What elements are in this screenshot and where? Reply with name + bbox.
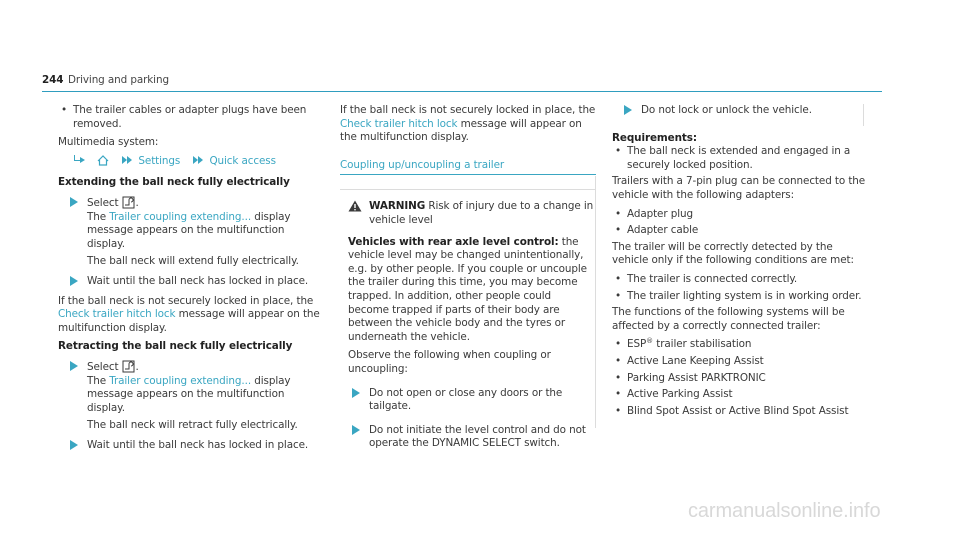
step-item: Wait until the ball neck has locked in place. <box>58 439 320 453</box>
observe-text: Observe the following when coupling or uncoupling: <box>348 349 551 375</box>
message-check-hitch: Check trailer hitch lock <box>58 308 176 321</box>
path-quick-access: Quick access <box>209 154 276 167</box>
step-arrow-icon <box>70 276 78 287</box>
retracting-heading: Retracting the ball neck fully electrically <box>58 340 293 353</box>
page-number: 244 <box>42 74 64 86</box>
step-box-border <box>612 104 864 126</box>
info-paragraph: Trailers with a 7-pin plug can be connected to the vehicle with the following adapters: <box>612 175 866 201</box>
menu-path <box>58 155 320 169</box>
list-item: • Active Lane Keeping Assist <box>612 355 872 369</box>
list-item: • The trailer is connected correctly. <box>612 273 872 287</box>
message-check-hitch: Check trailer hitch lock <box>340 117 458 130</box>
watermark: carmanualsonline.info <box>688 500 881 522</box>
list-item: • Parking Assist PARKTRONIC <box>612 372 872 386</box>
trailer-coupling-icon <box>122 360 135 373</box>
info-paragraph: The functions of the following systems will be affected by a correctly connected trailer: <box>612 306 845 332</box>
info-paragraph: If the ball neck is not securely locked in place, the Check trailer hitch lock message will appear on the multifunction display. <box>340 104 596 144</box>
step-arrow-icon <box>70 197 78 208</box>
page-header <box>42 72 882 92</box>
warning-text: Risk of injury due to a change in vehicle level <box>369 200 594 226</box>
info-paragraph: The trailer will be correctly detected by the vehicle only if the following conditions are met: <box>612 240 854 267</box>
step-item: Select . The Trailer coupling extending... display message appears on the multifunction display. The ball neck will retract fully electrically. <box>58 360 320 433</box>
step-item: Do not lock or unlock the vehicle. <box>612 104 872 118</box>
list-item: • Active Parking Assist <box>612 388 872 402</box>
warning-label: WARNING <box>369 200 426 213</box>
step-item: Do not open or close any doors or the tailgate. <box>340 387 596 414</box>
list-item: • The trailer lighting system is in working order. <box>612 290 872 304</box>
trailer-coupling-icon <box>122 196 135 209</box>
double-chevron-icon <box>122 155 132 169</box>
list-item: • ESP® trailer stabilisation <box>612 338 872 352</box>
warning-box-border <box>340 176 596 428</box>
warning-body: Vehicles with rear axle level control: the vehicle level may be changed unintentionally, e.g. by other people. If you couple or uncouple the trailer during this time, you may become trapped. In addition, other people could become trapped if parts of their body are between the vehicle body and the tyres or underneath the vehicle. <box>348 235 587 343</box>
step-item: Do not initiate the level control and do not operate the DYNAMIC SELECT switch. <box>340 424 596 451</box>
list-item: • Adapter plug <box>612 208 872 222</box>
message-trailer-coupling: Trailer coupling extending... <box>109 374 252 387</box>
extending-heading: Extending the ball neck fully electrically <box>58 176 290 189</box>
list-item: • The ball neck is extended and engaged in a securely locked position. <box>612 145 872 172</box>
column-left <box>58 104 320 458</box>
step-item: Wait until the ball neck has locked in place. <box>58 275 320 289</box>
list-item: • The trailer cables or adapter plugs have been removed. <box>58 104 320 131</box>
section-subheading: Coupling up/uncoupling a trailer <box>340 159 596 176</box>
section-title: Driving and parking <box>68 74 169 86</box>
step-arrow-icon <box>70 440 78 451</box>
multimedia-label: Multimedia system: <box>58 136 159 149</box>
info-paragraph: If the ball neck is not securely locked in place, the Check trailer hitch lock message will appear on the multifunction display. <box>58 294 320 334</box>
requirements-heading: Requirements: <box>612 131 697 144</box>
double-chevron-icon <box>193 155 203 169</box>
list-item: • Blind Spot Assist or Active Blind Spot Assist <box>612 405 872 419</box>
path-settings: Settings <box>138 154 181 167</box>
home-icon <box>97 155 109 166</box>
step-arrow-icon <box>70 361 78 372</box>
message-trailer-coupling: Trailer coupling extending... <box>109 210 252 223</box>
list-item: • Adapter cable <box>612 224 872 238</box>
column-right <box>612 104 872 421</box>
path-start-icon <box>72 155 86 165</box>
step-item: Select . The Trailer coupling extending... display message appears on the multifunction display. The ball neck will extend fully electrically. <box>58 196 320 269</box>
